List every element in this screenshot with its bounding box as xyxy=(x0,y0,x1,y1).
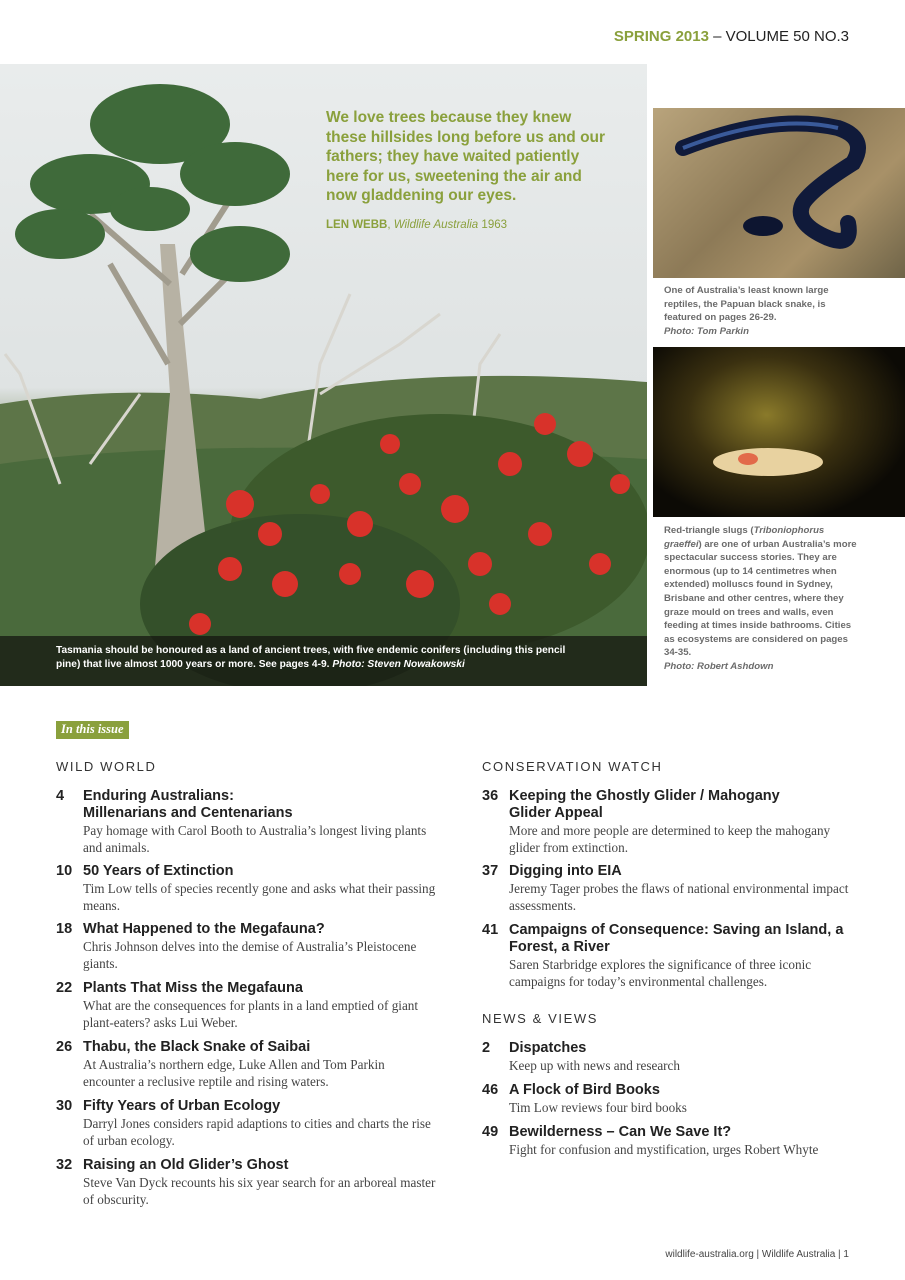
toc-description: Keep up with news and research xyxy=(509,1058,681,1073)
snake-caption-credit: Photo: Tom Parkin xyxy=(664,325,749,337)
hero-caption-credit: Photo: Steven Nowakowski xyxy=(332,659,465,670)
slug-illustration xyxy=(653,347,905,517)
toc-title: Enduring Australians: Millenarians and Centenarians xyxy=(83,788,293,821)
snake-illustration xyxy=(653,108,905,278)
toc-description: Pay homage with Carol Booth to Australia’s longest living plants and animals. xyxy=(83,823,427,855)
section-heading-news-views: NEWS & VIEWS xyxy=(482,1011,598,1026)
toc-entry[interactable] xyxy=(56,980,436,1031)
toc-page-number: 41 xyxy=(482,922,499,938)
toc-entry[interactable] xyxy=(482,1040,862,1074)
toc-page-number: 49 xyxy=(482,1124,499,1140)
toc-description: What are the consequences for plants in a land emptied of giant plant-eaters? asks Lui Weber. xyxy=(83,998,419,1030)
toc-description: Tim Low reviews four bird books xyxy=(509,1100,687,1115)
toc-description: Fight for confusion and mystification, urges Robert Whyte xyxy=(509,1142,819,1157)
toc-entry[interactable] xyxy=(482,863,862,914)
snake-caption-text: One of Australia’s least known large reptiles, the Papuan black snake, is featured on pages 26-29. xyxy=(664,285,829,324)
toc-title: 50 Years of Extinction xyxy=(83,863,234,879)
toc-description: At Australia’s northern edge, Luke Allen and Tom Parkin encounter a reclusive reptile and rising waters. xyxy=(83,1057,385,1089)
toc-description: Steve Van Dyck recounts his six year search for an arboreal master of obscurity. xyxy=(83,1175,436,1207)
pine-canopy xyxy=(15,84,290,282)
section-heading-conservation-watch: CONSERVATION WATCH xyxy=(482,759,663,774)
toc-description: Darryl Jones considers rapid adaptions to cities and charts the rise of urban ecology. xyxy=(83,1116,431,1148)
issue-season: SPRING 2013 xyxy=(613,28,709,45)
hero-caption-text: Tasmania should be honoured as a land of ancient trees, with five endemic conifers (including this pencil pine) that live almost 1000 years or more. See pages 4-9. xyxy=(56,645,566,670)
toc-page-number: 18 xyxy=(56,921,73,937)
toc-entry[interactable] xyxy=(482,1124,862,1158)
toc-page-number: 46 xyxy=(482,1082,499,1098)
section-heading-wild-world: WILD WORLD xyxy=(56,759,157,774)
toc-description: Tim Low tells of species recently gone and asks what their passing means. xyxy=(83,881,436,913)
toc-entry[interactable] xyxy=(482,1082,862,1116)
quote-author: LEN WEBB xyxy=(326,219,388,231)
toc-page-number: 36 xyxy=(482,788,499,804)
slug-caption-credit: Photo: Robert Ashdown xyxy=(664,660,774,672)
toc-entry[interactable] xyxy=(56,863,436,914)
hero-caption xyxy=(0,636,647,686)
pull-quote-attribution: LEN WEBB, Wildlife Australia 1963 xyxy=(326,219,508,231)
toc-title: Thabu, the Black Snake of Saibai xyxy=(83,1039,311,1055)
toc-page-number: 22 xyxy=(56,980,73,996)
toc-page-number: 4 xyxy=(56,788,65,804)
toc-entry[interactable] xyxy=(56,1039,436,1090)
toc-title: Keeping the Ghostly Glider / Mahogany Glider Appeal xyxy=(509,788,780,821)
snake-photo xyxy=(653,108,905,278)
toc-title: Fifty Years of Urban Ecology xyxy=(83,1098,281,1114)
in-this-issue-tag: In this issue xyxy=(56,721,129,739)
toc-title: A Flock of Bird Books xyxy=(509,1082,660,1098)
snake-caption xyxy=(664,284,864,338)
issue-header xyxy=(614,28,849,45)
toc-title: Bewilderness – Can We Save It? xyxy=(509,1124,732,1140)
toc-entry[interactable] xyxy=(56,788,436,856)
toc-entry[interactable] xyxy=(482,922,862,990)
page-footer: wildlife-australia.org | Wildlife Australia | 1 xyxy=(665,1249,849,1260)
pull-quote: We love trees because they knew these hillsides long before us and our fathers; they have waited patiently here for us, sweetening the air and now gladdening our eyes. xyxy=(326,109,606,204)
slug-caption xyxy=(664,524,864,674)
toc-page-number: 32 xyxy=(56,1157,73,1173)
toc-title: Digging into EIA xyxy=(509,863,622,879)
toc-description: Jeremy Tager probes the flaws of national environmental impact assessments. xyxy=(509,881,849,913)
slug-photo xyxy=(653,347,905,517)
toc-page-number: 10 xyxy=(56,863,73,879)
toc-entry[interactable] xyxy=(482,788,862,856)
toc-description: Chris Johnson delves into the demise of Australia’s Pleistocene giants. xyxy=(83,939,417,971)
toc-page-number: 37 xyxy=(482,863,499,879)
toc-page-number: 2 xyxy=(482,1040,491,1056)
toc-entry[interactable] xyxy=(56,1098,436,1149)
toc-title: Campaigns of Consequence: Saving an Island, a Forest, a River xyxy=(509,922,844,955)
toc-page-number: 30 xyxy=(56,1098,73,1114)
quote-year: 1963 xyxy=(481,219,508,231)
quote-source: Wildlife Australia xyxy=(393,219,479,231)
toc-entry[interactable] xyxy=(56,921,436,972)
slug-caption-post: ) are one of urban Australia’s more spectacular success stories. They are enormous (up to 14 centimetres when extended) molluscs found in Sydney, Brisbane and other centres, where they graze mould on trees and walls, even feeding at times inside bathrooms. Cities as ecosystems are considered on pages 34-35. xyxy=(664,538,857,659)
toc-description: Saren Starbridge explores the significance of three iconic campaigns for today’s environmental challenges. xyxy=(509,957,812,989)
slug-caption-pre: Red-triangle slugs ( xyxy=(664,525,754,536)
toc-description: More and more people are determined to keep the mahogany glider from extinction. xyxy=(509,823,831,855)
toc-title: Plants That Miss the Megafauna xyxy=(83,980,303,996)
toc-title: Raising an Old Glider’s Ghost xyxy=(83,1157,289,1173)
issue-volume: – VOLUME 50 NO.3 xyxy=(713,28,849,45)
slug-species: Triboniophorus graeffei xyxy=(664,525,825,550)
toc-page-number: 26 xyxy=(56,1039,73,1055)
toc-entry[interactable] xyxy=(56,1157,436,1208)
toc-title: Dispatches xyxy=(509,1040,587,1056)
toc-title: What Happened to the Megafauna? xyxy=(83,921,325,937)
